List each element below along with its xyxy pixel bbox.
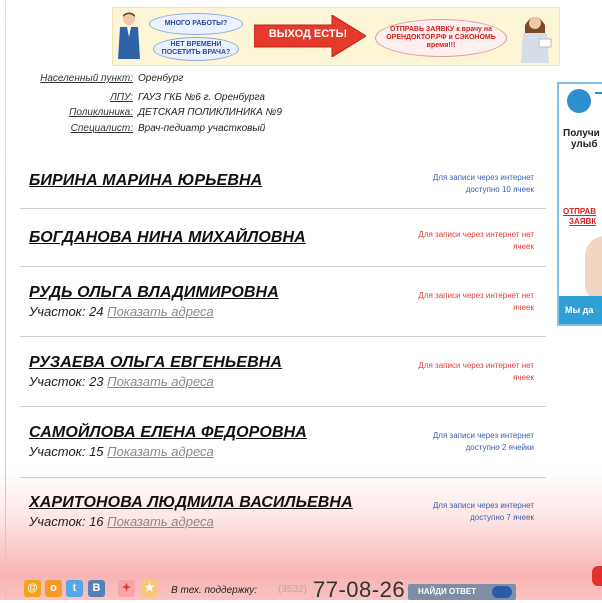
area-number: 23 [89, 374, 104, 389]
logo-underline [595, 92, 602, 94]
divider [20, 477, 546, 478]
area-number: 16 [89, 514, 104, 529]
odnoklassniki-icon[interactable]: o [45, 580, 62, 597]
doctor-area [29, 374, 214, 389]
doctor-name-link[interactable]: БОГДАНОВА НИНА МИХАЙЛОВНА [29, 229, 306, 246]
booking-status-line: Для записи через интернет нет [418, 361, 534, 370]
booking-status [384, 229, 534, 253]
doctor-area [29, 304, 214, 319]
area-label: Участок: [29, 374, 86, 389]
side-ad-headline-line2: улыб [571, 139, 598, 150]
divider [20, 208, 546, 209]
question-bubble-time: НЕТ ВРЕМЕНИ ПОСЕТИТЬ ВРАЧА? [153, 37, 239, 61]
booking-status-line: Для записи через интернет [432, 431, 534, 440]
side-ad-cta-line2: ЗАЯВК [569, 217, 597, 226]
booking-status [384, 290, 534, 314]
support-phone[interactable]: 77-08-26 [313, 577, 406, 602]
booking-status-count: ячеек [513, 303, 534, 312]
fitness-icon[interactable]: ✦ [118, 580, 135, 597]
show-addresses-link[interactable]: Показать адреса [107, 304, 214, 319]
star-icon[interactable]: ★ [141, 580, 158, 597]
doctor-item [20, 229, 546, 265]
doctor-item [20, 424, 546, 476]
info-label-lpu: ЛПУ: [109, 92, 133, 103]
booking-status-count: доступно 2 ячейки [465, 443, 534, 452]
info-value-specialist: Врач-педиатр участковый [138, 123, 266, 134]
info-label-city: Населенный пункт: [40, 73, 133, 84]
doctor-name-link[interactable]: РУДЬ ОЛЬГА ВЛАДИМИРОВНА [29, 284, 279, 301]
show-addresses-link[interactable]: Показать адреса [107, 374, 214, 389]
booking-status-line: Для записи через интернет нет [418, 291, 534, 300]
man-figure-icon [116, 11, 142, 61]
booking-status [384, 500, 534, 524]
booking-status-line: Для записи через интернет [432, 173, 534, 182]
info-value-city: Оренбург [138, 73, 184, 84]
booking-status-count: ячеек [513, 242, 534, 251]
arrow-caption: ВЫХОД ЕСТЬ! [268, 28, 348, 40]
doctor-item [20, 494, 546, 546]
side-ad-footer: Мы да [559, 296, 602, 324]
booking-status [384, 360, 534, 384]
tooth-logo-icon [567, 89, 591, 113]
booking-status [384, 172, 534, 196]
side-ad-banner[interactable] [557, 82, 602, 326]
doctor-name-link[interactable]: РУЗАЕВА ОЛЬГА ЕВГЕНЬЕВНА [29, 354, 283, 371]
area-number: 15 [89, 444, 104, 459]
question-bubble-work: МНОГО РАБОТЫ? [149, 13, 243, 35]
doctor-area [29, 444, 214, 459]
mail-icon[interactable]: @ [24, 580, 41, 597]
left-border-line [5, 0, 6, 600]
side-ad-headline-line1: Получи [563, 128, 600, 139]
chat-bubble-icon [492, 586, 512, 598]
twitter-icon[interactable]: t [66, 580, 83, 597]
show-addresses-link[interactable]: Показать адреса [107, 514, 214, 529]
area-label: Участок: [29, 444, 86, 459]
woman-figure-icon [517, 11, 553, 63]
promo-banner[interactable] [112, 7, 560, 66]
side-ad-cta [563, 207, 596, 227]
doctor-item [20, 284, 546, 336]
doctor-area [29, 514, 214, 529]
support-area-code: (3532) [278, 584, 307, 595]
booking-status [384, 430, 534, 454]
divider [20, 266, 546, 267]
find-answer-label: НАЙДИ ОТВЕТ [418, 587, 477, 596]
show-addresses-link[interactable]: Показать адреса [107, 444, 214, 459]
find-answer-button[interactable] [408, 584, 516, 600]
side-ad-cta-line1: ОТПРАВ [563, 207, 597, 216]
booking-status-line: Для записи через интернет нет [418, 230, 534, 239]
doctor-item [20, 172, 546, 208]
info-value-lpu: ГАУЗ ГКБ №6 г. Оренбурга [138, 92, 265, 103]
booking-status-count: доступно 7 ячеек [470, 513, 534, 522]
booking-status-count: ячеек [513, 373, 534, 382]
hand-image [585, 236, 602, 304]
call-to-action-bubble: ОТПРАВЬ ЗАЯВКУ к врачу на ОРЕНДОКТОР.РФ и СЭКОНОМЬ время!!! [375, 19, 507, 57]
info-label-specialist: Специалист: [70, 123, 133, 134]
divider [20, 406, 546, 407]
area-number: 24 [89, 304, 104, 319]
info-value-clinic: ДЕТСКАЯ ПОЛИКЛИНИКА №9 [138, 107, 282, 118]
booking-status-line: Для записи через интернет [432, 501, 534, 510]
vkontakte-icon[interactable]: B [88, 580, 105, 597]
doctor-name-link[interactable]: САМОЙЛОВА ЕЛЕНА ФЕДОРОВНА [29, 424, 307, 441]
info-label-clinic: Поликлиника: [69, 107, 133, 118]
doctor-name-link[interactable]: БИРИНА МАРИНА ЮРЬЕВНА [29, 172, 263, 189]
area-label: Участок: [29, 514, 86, 529]
doctor-name-link[interactable]: ХАРИТОНОВА ЛЮДМИЛА ВАСИЛЬЕВНА [29, 494, 353, 511]
divider [20, 336, 546, 337]
area-label: Участок: [29, 304, 86, 319]
doctor-item [20, 354, 546, 406]
corner-decoration [592, 566, 602, 586]
booking-status-count: доступно 10 ячеек [465, 185, 534, 194]
support-label: В тех. поддержку: [171, 585, 257, 596]
side-ad-headline [563, 128, 600, 150]
